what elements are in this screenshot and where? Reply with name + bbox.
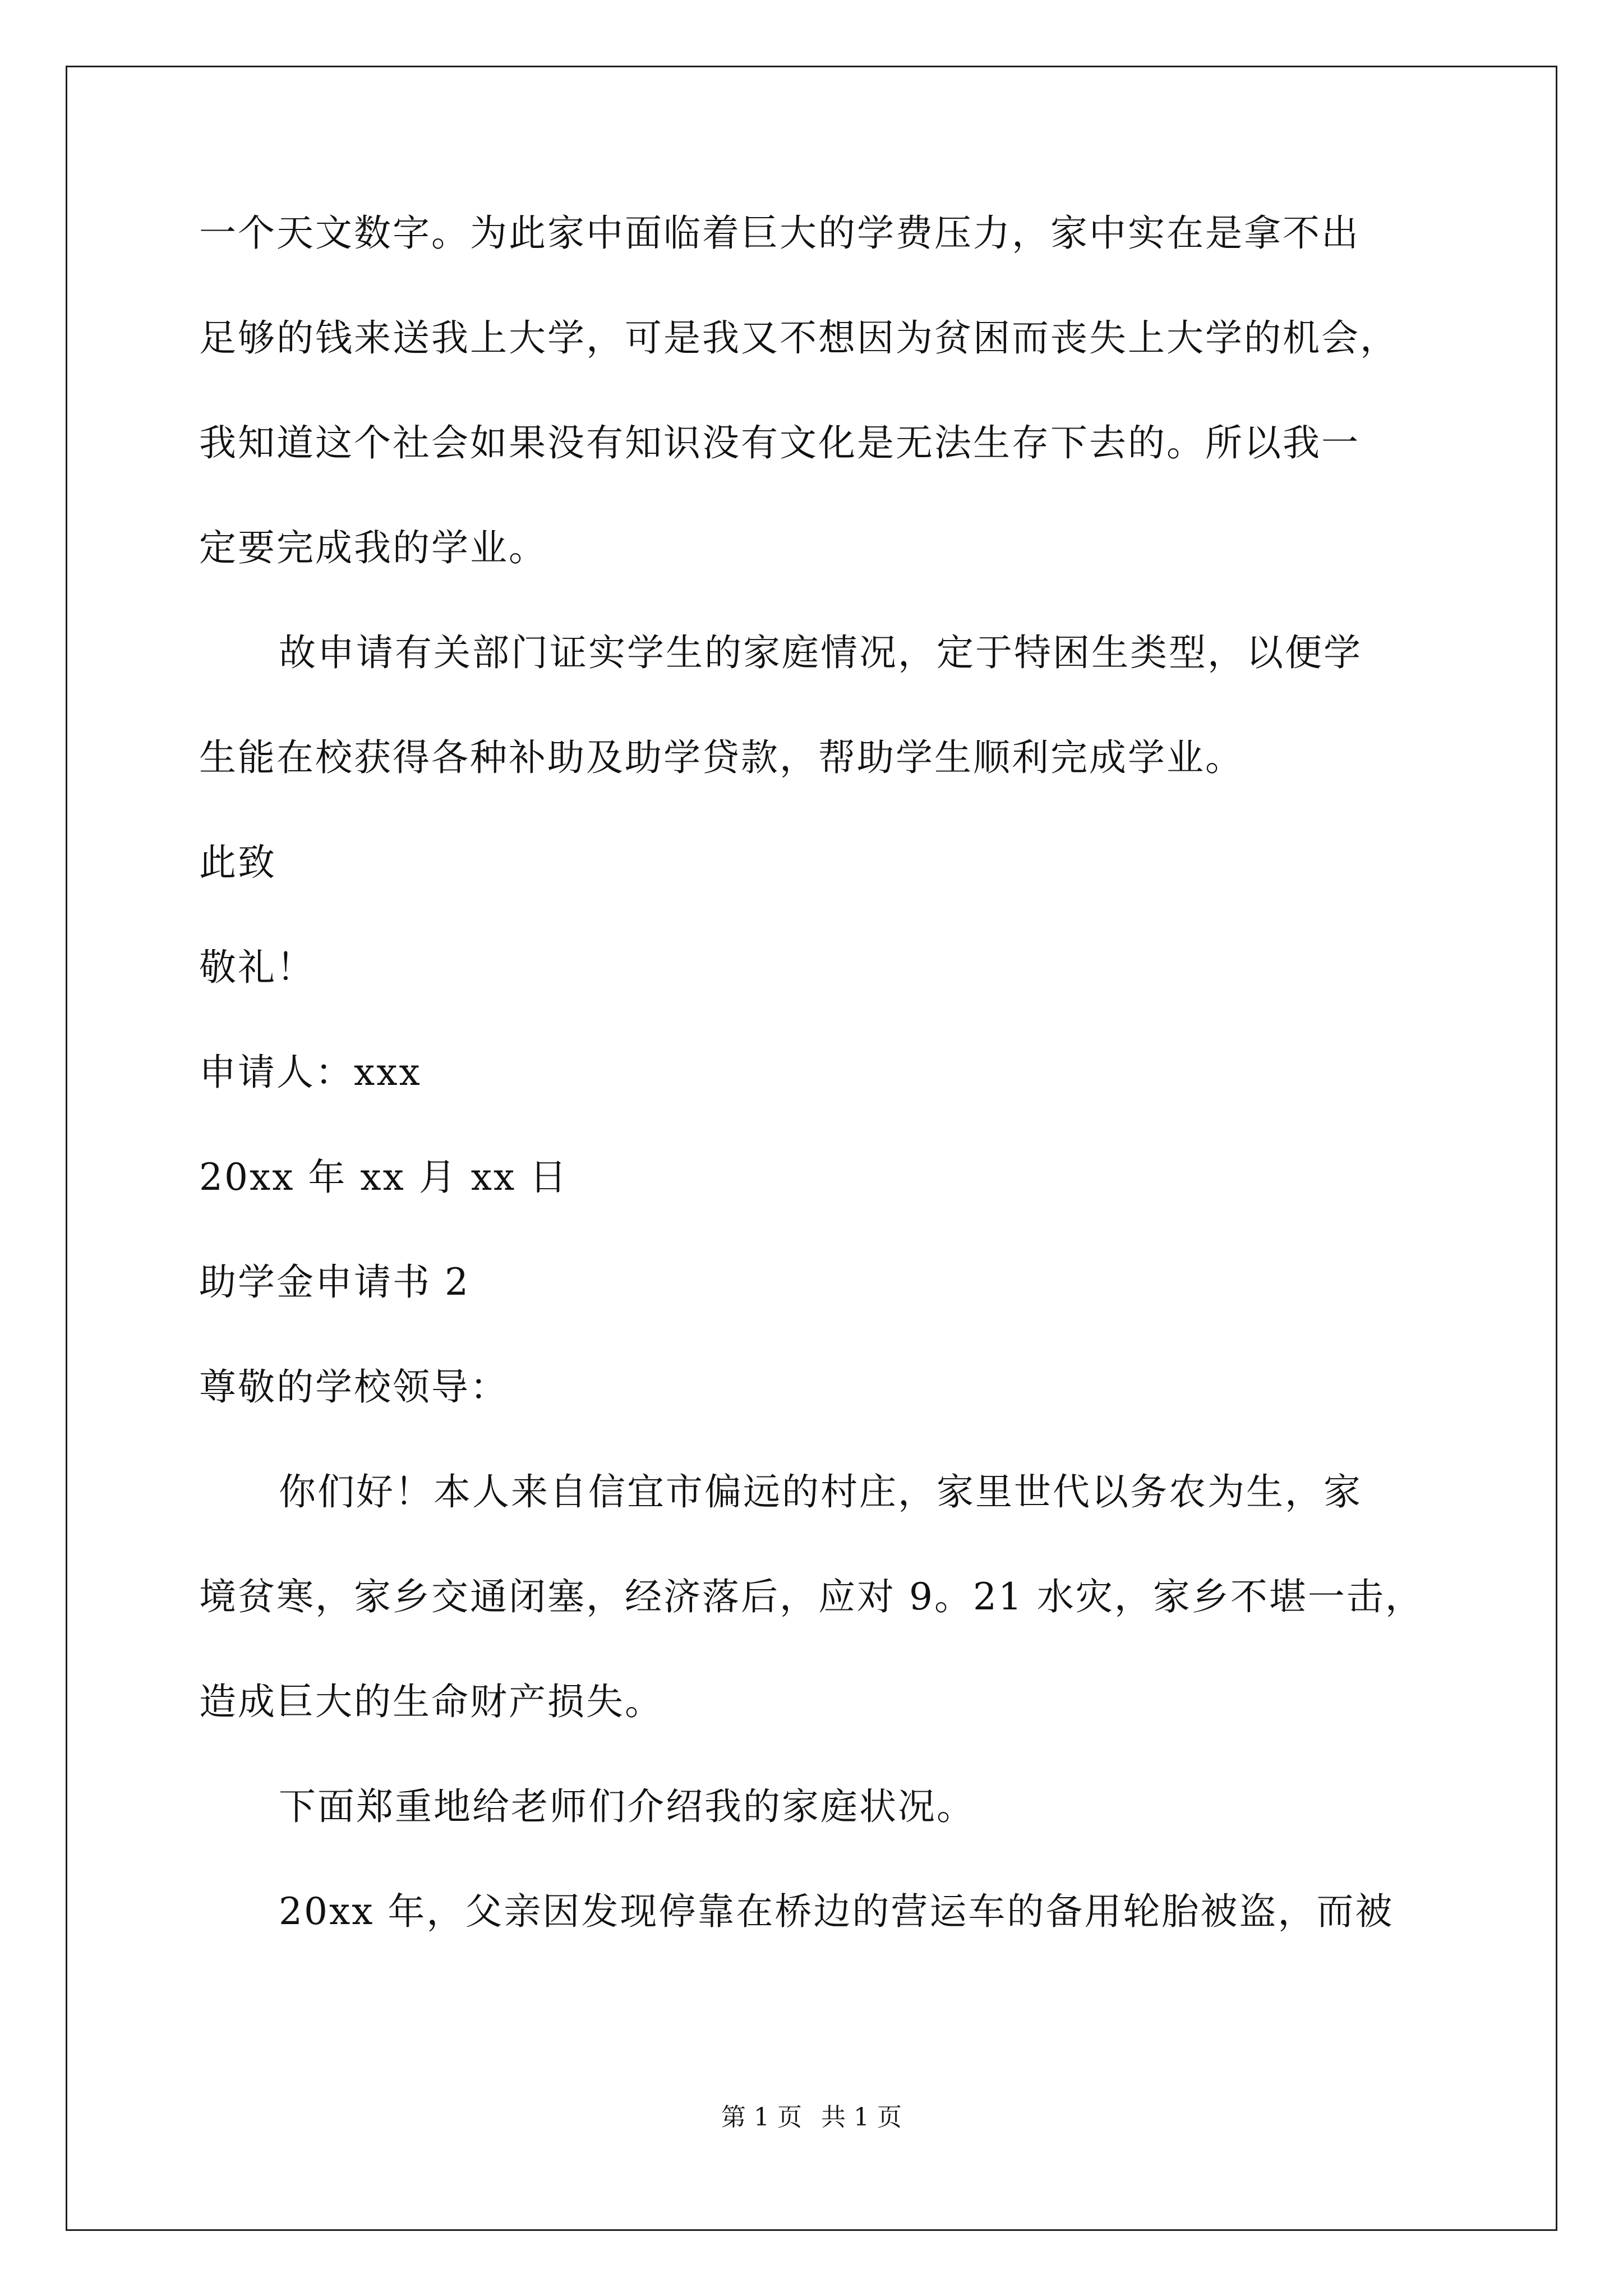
text-line: 一个天文数字。为此家中面临着巨大的学费压力，家中实在是拿不出	[199, 211, 1360, 255]
document-body	[199, 208, 1433, 1991]
page-total: 共 1 页	[821, 2103, 902, 2132]
text-line: 20xx 年，父亲因发现停靠在桥边的营运车的备用轮胎被盗，而被	[279, 1890, 1394, 1933]
section-title: 助学金申请书 2	[199, 1260, 470, 1304]
text-line: 定要完成我的学业。	[199, 526, 547, 569]
closing-salutation: 此致	[199, 841, 276, 884]
text-line: 境贫寒，家乡交通闭塞，经济落后，应对 9。21 水灾，家乡不堪一击，	[199, 1575, 1424, 1618]
greeting-line: 尊敬的学校领导：	[199, 1365, 509, 1409]
text-line: 生能在校获得各种补助及助学贷款，帮助学生顺利完成学业。	[199, 736, 1244, 779]
page-number: 第 1 页	[721, 2103, 802, 2132]
applicant-line: 申请人：xxx	[199, 1051, 422, 1094]
date-line: 20xx 年 xx 月 xx 日	[199, 1156, 569, 1199]
text-line: 造成巨大的生命财产损失。	[199, 1680, 663, 1723]
text-line: 你们好！本人来自信宜市偏远的村庄，家里世代以务农为生，家	[279, 1470, 1362, 1513]
text-line: 我知道这个社会如果没有知识没有文化是无法生存下去的。所以我一	[199, 421, 1360, 464]
text-line: 故申请有关部门证实学生的家庭情况，定于特困生类型，以便学	[279, 631, 1362, 674]
text-line: 下面郑重地给老师们介绍我的家庭状况。	[279, 1785, 975, 1828]
page-footer	[0, 2101, 1623, 2134]
text-line: 足够的钱来送我上大学，可是我又不想因为贫困而丧失上大学的机会，	[199, 316, 1399, 360]
closing-regards: 敬礼！	[199, 946, 315, 989]
